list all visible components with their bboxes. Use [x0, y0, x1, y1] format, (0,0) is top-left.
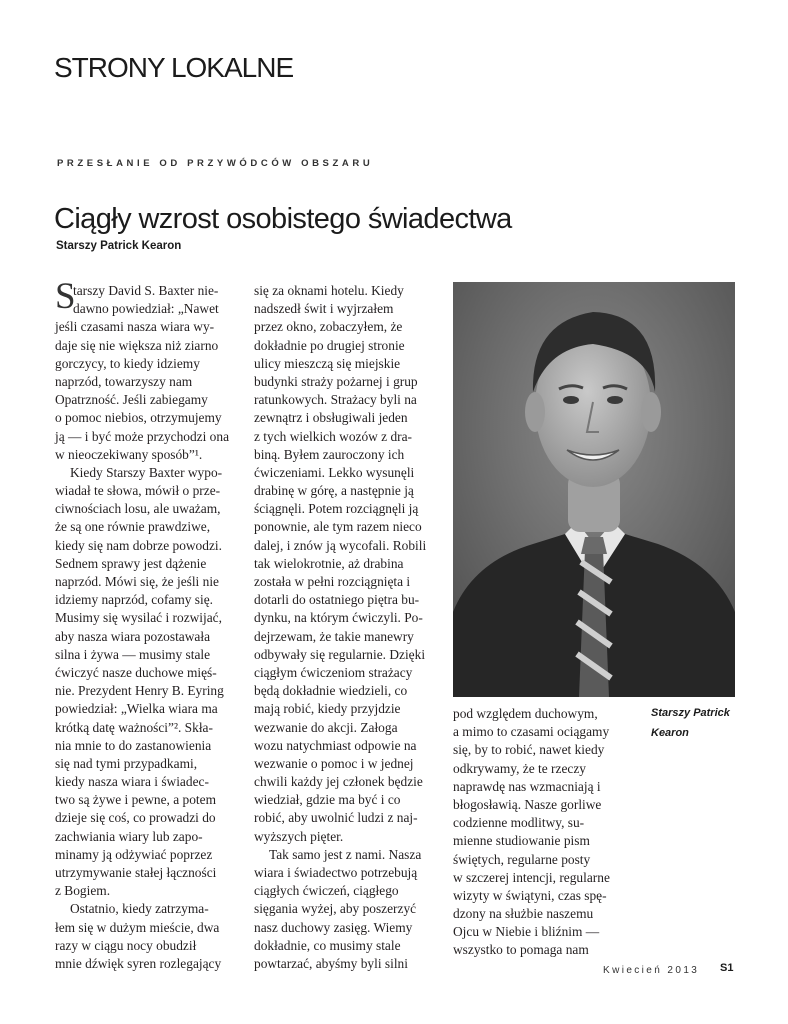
caption-line: Kearon: [651, 727, 689, 739]
text-line: kiedy nasza wiara i świadec-: [55, 774, 209, 790]
text-line: Ojcu w Niebie i bliźnim —: [453, 924, 600, 940]
text-line: kiedy się nam dobrze powodzi.: [55, 537, 222, 553]
text-line: wizyty w świątyni, czas spę-: [453, 887, 607, 903]
text-line: wezwanie o pomoc i w jednej: [254, 755, 414, 771]
text-line: wiadał te słowa, mówił o prze-: [55, 483, 221, 499]
text-line: odkrywamy, że te rzeczy: [453, 760, 586, 776]
text-line: ciągłym ćwiczeniom strażacy: [254, 664, 413, 680]
text-line: razy w ciągu nocy obudził: [55, 937, 197, 953]
text-line: w szczerej intencji, regularne: [453, 869, 610, 885]
text-line: sięgania wyżej, aby poszerzyć: [254, 901, 417, 917]
text-line: daje się nie większa niż ziarno: [55, 337, 219, 353]
text-line: ciwnościach losu, ale uważam,: [55, 501, 221, 517]
text-line: ratunkowych. Strażacy byli na: [254, 392, 417, 408]
text-line: utrzymywanie stałej łączności: [55, 865, 217, 880]
article-kicker: PRZESŁANIE OD PRZYWÓDCÓW OBSZARU: [57, 158, 374, 169]
text-line: wyższych pięter.: [254, 828, 344, 844]
text-line: łem się w dużym mieście, dwa: [55, 919, 220, 935]
text-line: wezwanie do akcji. Załoga: [254, 719, 398, 735]
text-line: świętych, regularne posty: [453, 851, 591, 867]
text-line: błogosławią. Nasze gorliwe: [453, 796, 602, 812]
text-line: dotarli do ostatniego piętra bu-: [254, 592, 420, 608]
text-line: two są żywe i pewne, a potem: [55, 792, 217, 808]
section-title: STRONY LOKALNE: [54, 52, 294, 83]
caption-line: Starszy Patrick: [651, 707, 730, 719]
text-line: naprzód. Mówi się, że jeśli nie: [55, 574, 219, 589]
text-line: o pomoc niebios, otrzymujemy: [55, 410, 222, 426]
text-line: silna i żywa — musimy stale: [55, 646, 211, 662]
text-line: drabinę w górę, a następnie ją: [254, 483, 414, 499]
text-line: została w pełni rozciągnięta i: [254, 574, 411, 589]
text-line: że są one równie prawdziwe,: [55, 519, 211, 535]
text-line: pod względem duchowym,: [453, 706, 598, 721]
text-line: ćwiczyć nasze duchowe mięś-: [55, 664, 217, 680]
text-line: Ostatnio, kiedy zatrzyma-: [70, 901, 209, 917]
text-column-3: [453, 705, 610, 960]
text-line: się nad tymi przypadkami,: [55, 755, 198, 771]
text-line: Kiedy Starszy Baxter wypo-: [70, 464, 223, 480]
footer-issue-date: Kwiecień 2013: [603, 965, 700, 976]
text-line: gorczycy, to kiedy idziemy: [55, 355, 200, 371]
text-line: wiara i świadectwo potrzebują: [254, 865, 418, 880]
text-line: zachwiania wiary lub zapo-: [55, 828, 203, 844]
text-line: ulicy mieszczą się miejskie: [254, 355, 401, 371]
text-line: będą dokładnie wiedzieli, co: [254, 683, 408, 699]
text-line: powiedział: „Wielka wiara ma: [55, 701, 218, 717]
text-line: a mimo to czasami ociągamy: [453, 724, 610, 740]
text-line: dokładnie, co musimy stale: [254, 937, 401, 953]
text-line: ściągnęli. Potem rozciągnęli ją: [254, 501, 419, 517]
text-line: nia mnie to do zastanowienia: [55, 737, 212, 753]
text-line: Musimy się wysilać i rozwijać,: [55, 610, 222, 626]
text-line: w nieoczekiwany sposób”¹.: [55, 446, 203, 462]
text-line: mają robić, kiedy przyjdzie: [254, 701, 401, 717]
portrait-illustration: [453, 282, 735, 697]
text-line: mnie dźwięk syren rozlegający: [55, 955, 222, 971]
text-line: dalej, i znów ją wycofali. Robili: [254, 537, 427, 553]
text-line: tarszy David S. Baxter nie-: [73, 283, 219, 298]
text-line: Tak samo jest z nami. Nasza: [269, 846, 422, 862]
text-line: nasz duchowy zasięg. Wiemy: [254, 919, 413, 935]
text-line: naprawdę nas wzmacniają i: [453, 778, 601, 794]
text-line: budynki straży pożarnej i grup: [254, 373, 418, 389]
footer-page-number: S1: [720, 962, 734, 974]
text-line: minamy ją odżywiać poprzez: [55, 846, 213, 862]
text-line: wszystko to pomaga nam: [453, 942, 589, 958]
text-line: przez okno, zobaczyłem, że: [254, 319, 403, 335]
text-line: biną. Byłem zauroczony ich: [254, 446, 405, 462]
text-line: ponownie, ale tym razem nieco: [254, 519, 422, 535]
text-line: się, by to robić, nawet kiedy: [453, 742, 605, 758]
text-line: idziemy naprzód, cofamy się.: [55, 592, 214, 608]
text-line: z Bogiem.: [55, 883, 111, 899]
text-line: ciągłych ćwiczeń, ciągłego: [254, 883, 399, 899]
text-line: ją — i być może przychodzi ona: [55, 428, 230, 444]
text-line: mienne studiowanie pism: [453, 833, 590, 849]
text-line: wozu natychmiast odpowie na: [254, 737, 417, 753]
text-line: jeśli czasami nasza wiara wy-: [55, 319, 215, 335]
text-line: ćwiczeniami. Lekko wysunęli: [254, 464, 415, 480]
text-line: krótką datę ważności”². Skła-: [55, 719, 213, 735]
text-line: Sednem sprawy jest dążenie: [55, 555, 207, 571]
text-column-2: [254, 282, 426, 973]
text-line: aby nasza wiara pozostawała: [55, 628, 211, 644]
article-byline: Starszy Patrick Kearon: [56, 240, 182, 252]
text-column-1: [55, 282, 229, 973]
text-line: nie. Prezydent Henry B. Eyring: [55, 683, 224, 699]
text-line: robić, aby uwolnić ludzi z naj-: [254, 810, 418, 826]
text-line: odbywały się regularnie. Dzięki: [254, 646, 426, 662]
text-line: z tych wielkich wozów z dra-: [254, 428, 413, 444]
text-line: chwili każdy jej członek będzie: [254, 774, 423, 790]
text-line: Opatrzność. Jeśli zabiegamy: [55, 392, 208, 408]
text-line: tak wielokrotnie, aż drabina: [254, 555, 404, 571]
article-title: Ciągły wzrost osobistego świadectwa: [54, 203, 512, 235]
text-line: powtarzać, abyśmy byli silni: [254, 955, 408, 971]
text-line: dokładnie po drugiej stronie: [254, 337, 405, 353]
drop-cap: S: [55, 276, 76, 317]
text-line: się za oknami hotelu. Kiedy: [254, 283, 404, 298]
portrait-photo: [453, 282, 735, 697]
text-line: dzony na służbie naszemu: [453, 906, 594, 922]
text-line: dejrzewam, że takie manewry: [254, 628, 414, 644]
text-line: dynku, na którym ćwiczyli. Po-: [254, 610, 423, 626]
text-line: naprzód, towarzyszy nam: [55, 373, 193, 389]
text-line: codzienne modlitwy, su-: [453, 815, 585, 831]
text-line: wiedział, gdzie ma być i co: [254, 792, 401, 808]
photo-caption: [651, 703, 730, 743]
text-line: dzieje się coś, co prowadzi do: [55, 810, 216, 826]
text-line: dawno powiedział: „Nawet: [73, 301, 219, 317]
text-line: zewnątrz i obsługiwali jeden: [254, 410, 408, 426]
text-line: nadszedł świt i wyjrzałem: [254, 301, 394, 317]
